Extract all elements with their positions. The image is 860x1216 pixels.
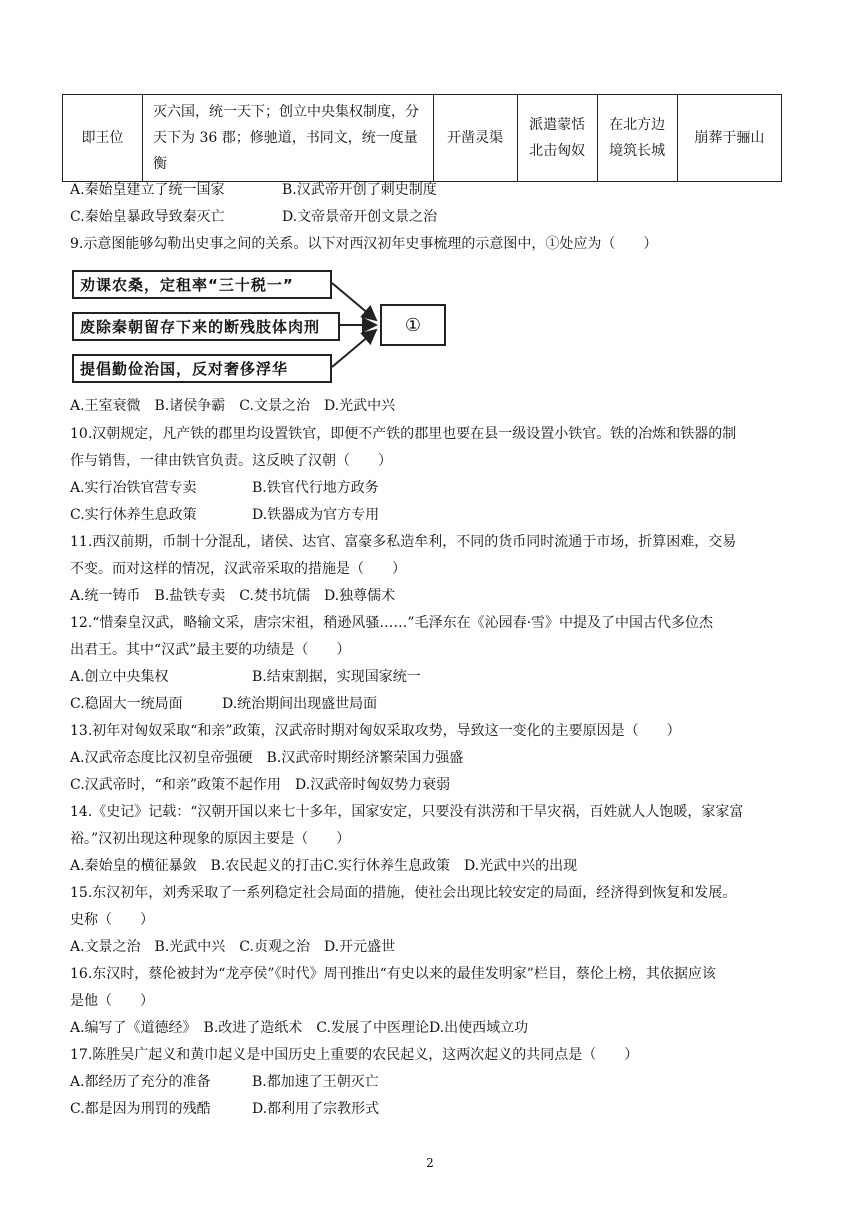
q16-stem-2: 是他（ ） — [70, 993, 154, 1009]
q8-options-row2 — [70, 207, 437, 227]
q14-stem-1: 14.《史记》记载：“汉朝开国以来七十多年，国家安定，只要没有洪涝和干旱灾祸，百姓就人人饱暖，家家富 — [70, 804, 744, 820]
option-b: B.结束割据，实现国家统一 — [252, 669, 421, 685]
option-b: B.汉武帝开创了刺史制度 — [282, 182, 437, 198]
option-a: A.都经历了充分的准备 — [70, 1074, 211, 1090]
option-c: C.都是因为刑罚的残酷 — [70, 1101, 211, 1117]
page-number: 2 — [426, 1156, 434, 1170]
diagram-box-1: 劝课农桑，定租率“三十税一” — [72, 270, 332, 299]
diagram-box-2: 废除秦朝留存下来的断残肢体肉刑 — [72, 312, 340, 341]
table-cell: 派遣蒙恬北击匈奴 — [517, 95, 597, 182]
q11-options: A.统一铸币 B.盐铁专卖 C.焚书坑儒 D.独尊儒术 — [70, 588, 396, 604]
table-cell: 崩葬于骊山 — [677, 95, 781, 182]
q8-options-row1 — [70, 180, 437, 200]
q15-stem-1: 15.东汉初年，刘秀采取了一系列稳定社会局面的措施，使社会出现比较安定的局面，经济得到恢复和发展。 — [70, 885, 737, 901]
table-cell: 即王位 — [63, 95, 143, 182]
q16-options: A.编写了《道德经》 B.改进了造纸术 C.发展了中医理论D.出使西域立功 — [70, 1020, 529, 1036]
q9-diagram — [70, 266, 450, 386]
q16-stem-1: 16.东汉时，蔡伦被封为“龙亭侯”《时代》周刊推出“有史以来的最佳发明家”栏目，蔡伦上榜，其依据应该 — [70, 966, 716, 982]
q12-options-row1 — [70, 667, 421, 687]
table-row — [63, 95, 782, 182]
diagram-box-3: 提倡勤俭治国，反对奢侈浮华 — [72, 354, 332, 383]
q12-stem-2: 出君王。其中“汉武”最主要的功绩是（ ） — [70, 642, 351, 658]
option-d: D.都利用了宗教形式 — [252, 1101, 380, 1117]
q13-options-row1: A.汉武帝态度比汉初皇帝强硬 B.汉武帝时期经济繁荣国力强盛 — [70, 750, 464, 766]
table-cell: 开凿灵渠 — [433, 95, 517, 182]
option-c: C.秦始皇暴政导致秦灭亡 — [70, 209, 225, 225]
option-a: A.秦始皇建立了统一国家 — [70, 182, 225, 198]
q11-stem-2: 不变。而对这样的情况，汉武帝采取的措施是（ ） — [70, 561, 406, 577]
qin-shihuang-table — [62, 94, 782, 182]
option-b: B.铁官代行地方政务 — [252, 480, 379, 496]
arrow-3 — [332, 330, 376, 367]
option-c: C.稳固大一统局面 — [70, 696, 183, 712]
option-a: A.创立中央集权 — [70, 669, 169, 685]
arrow-1 — [332, 283, 376, 320]
q14-stem-2: 裕。”汉初出现这种现象的原因主要是（ ） — [70, 831, 351, 847]
q17-stem: 17.陈胜吴广起义和黄巾起义是中国历史上重要的农民起义，这两次起义的共同点是（ ） — [70, 1047, 639, 1063]
q10-options-row1 — [70, 478, 379, 498]
option-d: D.文帝景帝开创文景之治 — [282, 209, 438, 225]
q13-stem: 13.初年对匈奴采取“和亲”政策，汉武帝时期对匈奴采取攻势，导致这一变化的主要原因是（ ） — [70, 723, 681, 739]
q9-options: A.王室衰微 B.诸侯争霸 C.文景之治 D.光武中兴 — [70, 398, 396, 414]
q9-stem: 9.示意图能够勾勒出史事之间的关系。以下对西汉初年史事梳理的示意图中，①处应为（ ） — [70, 236, 658, 252]
q15-stem-2: 史称（ ） — [70, 912, 154, 928]
table-cell: 灭六国，统一天下；创立中央集权制度，分天下为 36 郡；修驰道，书同文，统一度量衡 — [143, 95, 434, 182]
diagram-target: ① — [380, 304, 446, 346]
q15-options: A.文景之治 B.光武中兴 C.贞观之治 D.开元盛世 — [70, 939, 396, 955]
option-d: D.统治期间出现盛世局面 — [222, 696, 378, 712]
option-b: B.都加速了王朝灭亡 — [252, 1074, 379, 1090]
option-a: A.实行冶铁官营专卖 — [70, 480, 197, 496]
q17-options-row2 — [70, 1099, 379, 1119]
q12-stem-1: 12.“惜秦皇汉武，略输文采，唐宗宋祖，稍逊风骚……”毛泽东在《沁园春·雪》中提及了中国古代多位杰 — [70, 615, 714, 631]
q13-options-row2: C.汉武帝时，“和亲”政策不起作用 D.汉武帝时匈奴势力衰弱 — [70, 777, 451, 793]
q10-stem-2: 作与销售，一律由铁官负责。这反映了汉朝（ ） — [70, 453, 392, 469]
q14-options: A.秦始皇的横征暴敛 B.农民起义的打击C.实行休养生息政策 D.光武中兴的出现 — [70, 858, 578, 874]
q11-stem-1: 11.西汉前期，币制十分混乱，诸侯、达官、富豪多私造牟利，不同的货币同时流通于市场，折算困难，交易 — [70, 534, 737, 550]
table-cell: 在北方边境筑长城 — [597, 95, 677, 182]
option-d: D.铁器成为官方专用 — [252, 507, 380, 523]
q12-options-row2 — [70, 694, 377, 714]
q10-stem-1: 10.汉朝规定，凡产铁的郡里均设置铁官，即便不产铁的郡里也要在县一级设置小铁官。铁的冶炼和铁器的制 — [70, 426, 737, 442]
q17-options-row1 — [70, 1072, 379, 1092]
q10-options-row2 — [70, 505, 379, 525]
option-c: C.实行休养生息政策 — [70, 507, 197, 523]
